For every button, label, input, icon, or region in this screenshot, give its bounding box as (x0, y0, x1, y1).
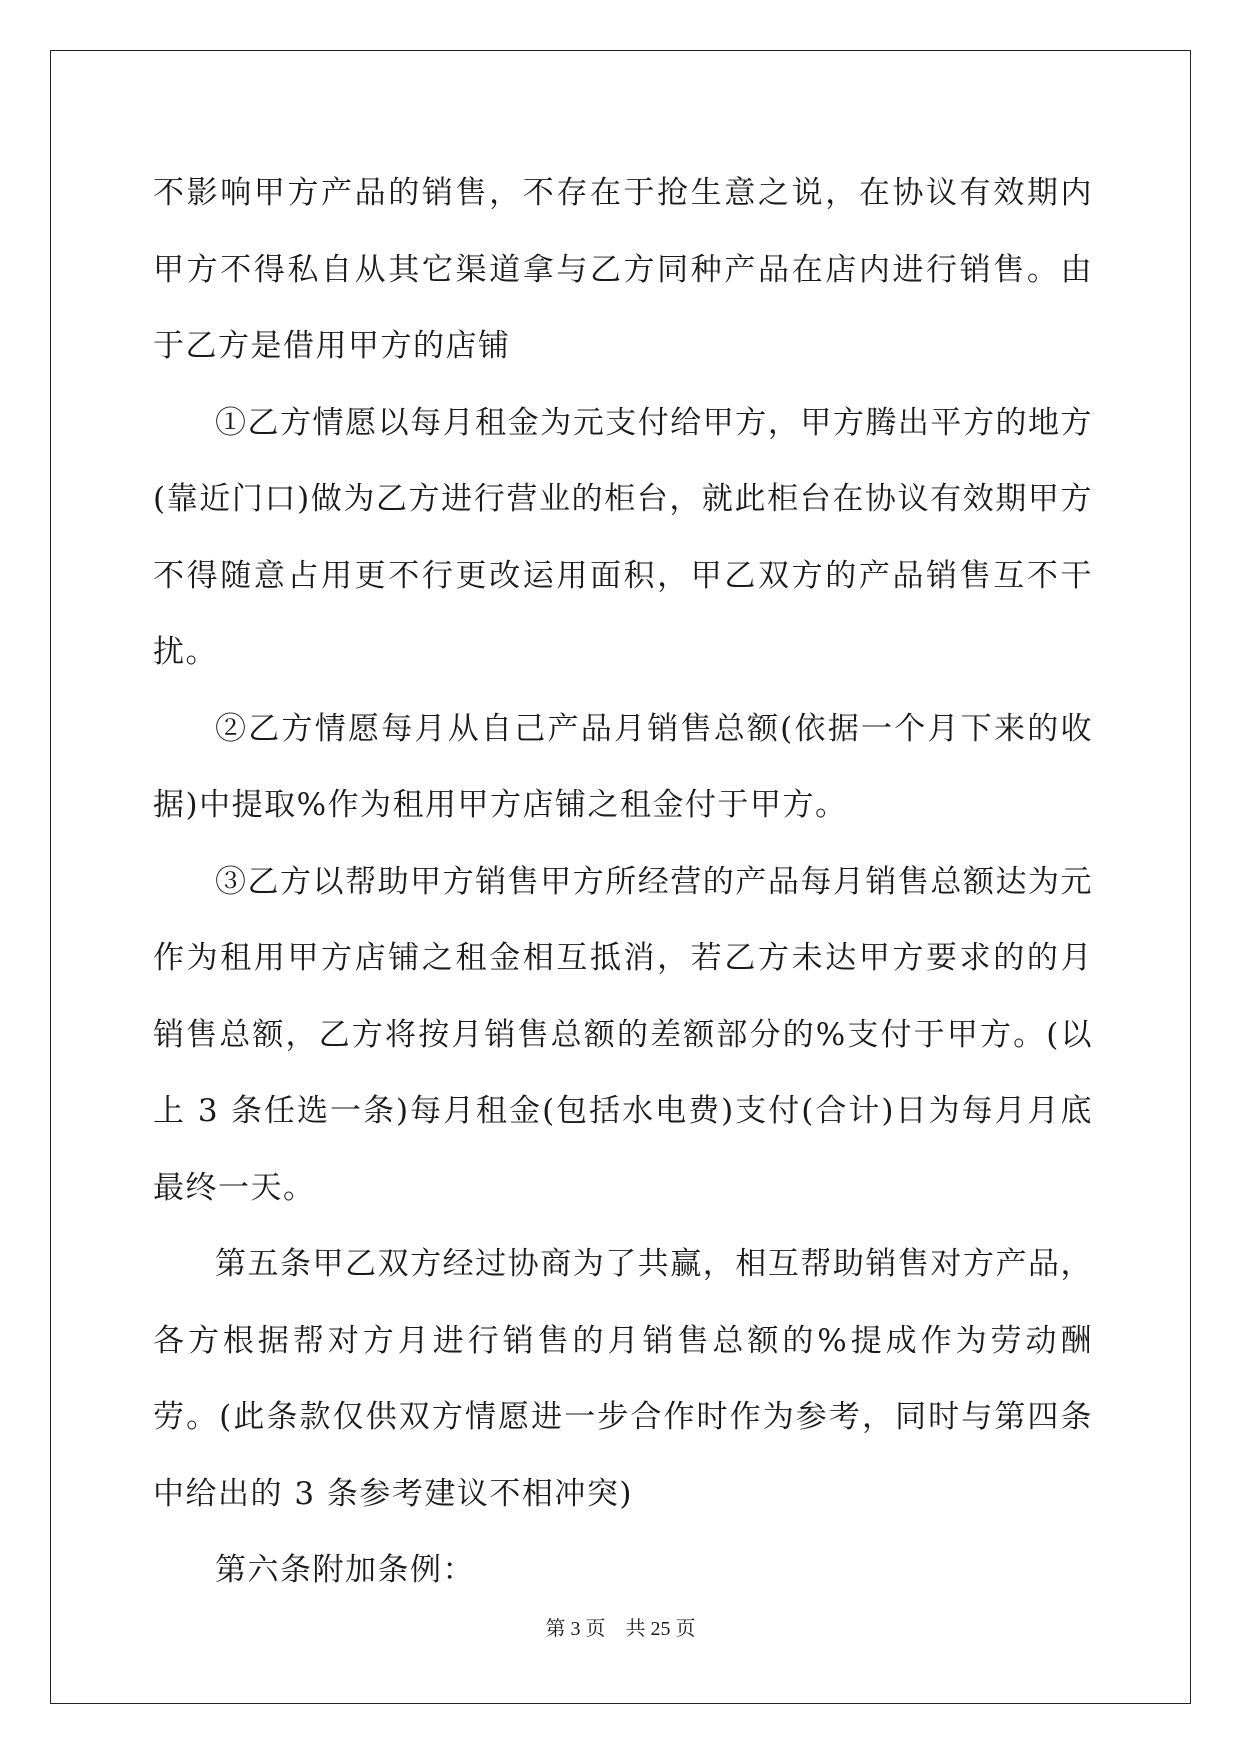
paragraph-3: ②乙方情愿每月从自己产品月销售总额(依据一个月下来的收据)中提取%作为租用甲方店铺之租金付于甲方。 (153, 710, 1093, 823)
paragraph-5: 第五条甲乙双方经过协商为了共赢，相互帮助销售对方产品，各方根据帮对方月进行销售的月销售总额的%提成作为劳动酬劳。(此条款仅供双方情愿进一步合作时作为参考，同时与第四条中给出的 3 条参考建议不相冲突) (153, 1246, 1093, 1512)
paragraph-2: ①乙方情愿以每月租金为元支付给甲方，甲方腾出平方的地方(靠近门口)做为乙方进行营业的柜台，就此柜台在协议有效期甲方不得随意占用更不行更改运用面积，甲乙双方的产品销售互不干扰。 (153, 404, 1093, 670)
paragraph-6: 第六条附加条例： (215, 1552, 475, 1588)
document-body (153, 155, 1093, 1609)
paragraph-1: 不影响甲方产品的销售，不存在于抢生意之说，在协议有效期内甲方不得私自从其它渠道拿与乙方同种产品在店内进行销售。由于乙方是借用甲方的店铺 (153, 175, 1093, 364)
page-number-footer: 第 3 页 共 25 页 (545, 1618, 696, 1640)
paragraph-4: ③乙方以帮助甲方销售甲方所经营的产品每月销售总额达为元作为租用甲方店铺之租金相互抵消，若乙方未达甲方要求的的月销售总额，乙方将按月销售总额的差额部分的%支付于甲方。(以上 3 条任选一条)每月租金(包括水电费)支付(合计)日为每月月底最终一天。 (153, 863, 1093, 1206)
